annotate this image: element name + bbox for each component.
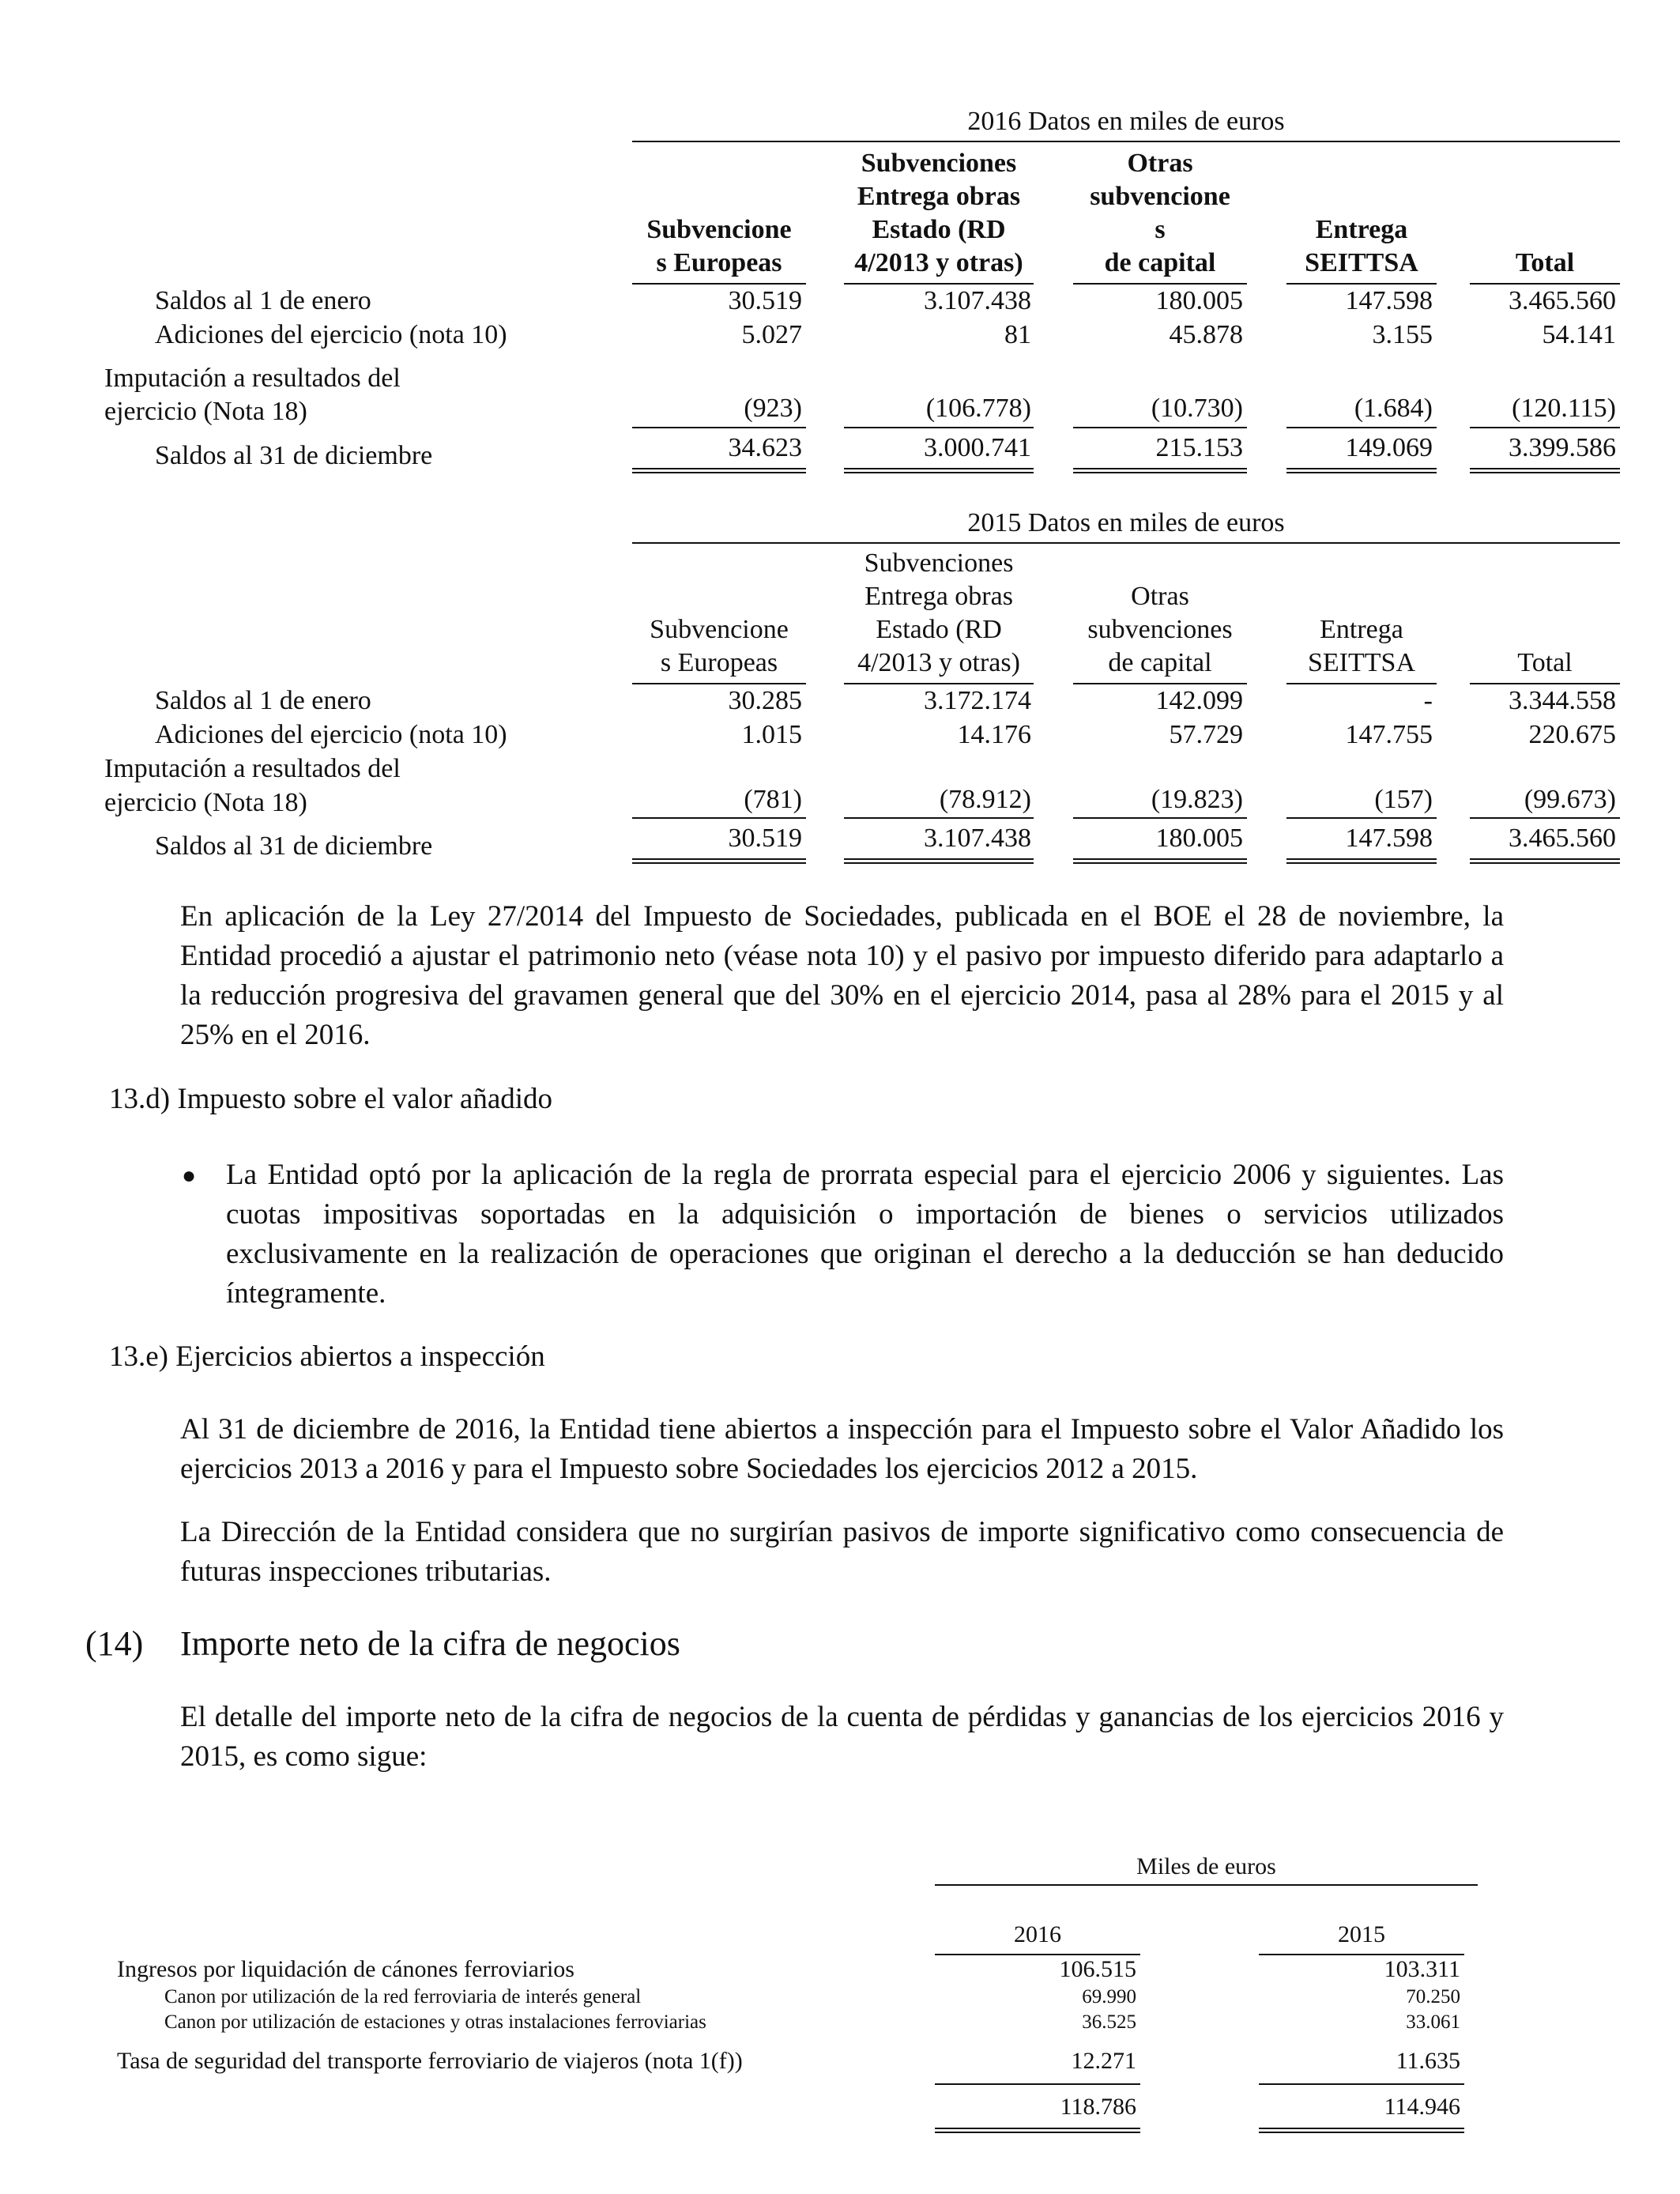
row-label-adiciones: Adiciones del ejercicio (nota 10) [155, 720, 507, 749]
total-double-rule [935, 2128, 1140, 2133]
table-cell: 215.153 [1155, 433, 1243, 462]
revenue-total: 118.786 [1060, 2094, 1136, 2120]
year-header-2016: 2016 [1014, 1921, 1061, 1947]
sum-rule [844, 817, 1034, 819]
table-cell: - [1423, 686, 1433, 715]
table-2015-caption: 2015 Datos en miles de euros [967, 508, 1285, 537]
table-cell: 3.465.560 [1509, 286, 1616, 315]
table-cell: (781) [744, 785, 802, 814]
revenue-caption-rule [935, 1884, 1478, 1886]
table-cell: 3.107.438 [924, 286, 1031, 315]
sum-rule [1286, 427, 1437, 428]
revenue-row-canon-estaciones: Canon por utilización de estaciones y otras instalaciones ferroviarias [164, 2011, 706, 2033]
table-cell: 30.519 [728, 824, 802, 853]
col-header-europeas: Subvencione s Europeas [650, 615, 789, 677]
row-label-saldo-final: Saldos al 31 de diciembre [155, 831, 433, 861]
table-cell: 180.005 [1155, 824, 1243, 853]
table-cell: 3.399.586 [1509, 433, 1616, 462]
table-cell: 147.755 [1345, 720, 1433, 749]
table-2016-caption-rule [632, 141, 1620, 142]
table-cell: 34.623 [728, 433, 802, 462]
table-cell: (923) [744, 394, 802, 423]
paragraph-detalle: El detalle del importe neto de la cifra de negocios de la cuenta de pérdidas y ganancias de los ejercicios 2016 y 2015, es como sigue: [180, 1701, 1504, 1773]
row-label-imputacion: Imputación a resultados del [104, 364, 401, 393]
table-cell: 30.519 [728, 286, 802, 315]
bullet-icon: ● [182, 1163, 197, 1189]
year-header-2015: 2015 [1338, 1921, 1385, 1947]
sum-rule [935, 2083, 1140, 2085]
row-label-imputacion-line2: ejercicio (Nota 18) [104, 788, 307, 817]
sum-rule [1470, 427, 1620, 428]
table-cell: 14.176 [957, 720, 1031, 749]
bullet-prorrata: La Entidad optó por la aplicación de la regla de prorrata especial para el ejercicio 2006 y siguientes. Las cuotas impositivas soportadas en la adquisición o importación de bienes o servicios utilizados exclusivamente en la realización de operaciones que originan el derecho a la deducción se han deducido íntegramente. [226, 1159, 1504, 1310]
sum-rule [1259, 2083, 1464, 2085]
table-cell: (120.115) [1512, 394, 1616, 423]
table-cell: 3.107.438 [924, 824, 1031, 853]
paragraph-direccion: La Dirección de la Entidad considera que no surgirían pasivos de importe significativo como consecuencia de futuras inspecciones tributarias. [180, 1516, 1504, 1588]
col-header-seittsa: Entrega SEITTSA [1305, 215, 1418, 277]
col-header-otras: Otras subvenciones de capital [1087, 582, 1233, 677]
table-cell: 220.675 [1528, 720, 1616, 749]
table-cell: (1.684) [1354, 394, 1433, 423]
table-cell: 57.729 [1169, 720, 1243, 749]
total-double-rule [1286, 468, 1437, 473]
col-header-total: Total [1515, 248, 1575, 277]
section-title: Importe neto de la cifra de negocios [180, 1624, 680, 1663]
col-header-entrega-obras: Subvenciones Entrega obras Estado (RD 4/2013 y otras) [857, 548, 1020, 677]
col-header-total: Total [1517, 648, 1573, 677]
table-cell: 3.172.174 [924, 686, 1031, 715]
col-header-otras: Otras subvencione s de capital [1090, 149, 1230, 277]
total-double-rule [1470, 468, 1620, 473]
total-double-rule [844, 858, 1034, 864]
total-double-rule [1286, 858, 1437, 864]
row-label-saldo-final: Saldos al 31 de diciembre [155, 441, 433, 470]
table-cell: (106.778) [925, 394, 1031, 423]
table-cell: 147.598 [1345, 824, 1433, 853]
subheading-13e: 13.e) Ejercicios abiertos a inspección [109, 1340, 545, 1373]
revenue-cell: 69.990 [1082, 1986, 1136, 2007]
revenue-cell: 70.250 [1406, 1986, 1460, 2007]
table-cell: 45.878 [1169, 320, 1243, 349]
revenue-cell: 12.271 [1071, 2048, 1136, 2074]
sum-rule [1073, 817, 1247, 819]
total-double-rule [1259, 2128, 1464, 2133]
table-cell: 54.141 [1542, 320, 1616, 349]
table-cell: 3.344.558 [1509, 686, 1616, 715]
row-label-saldo-inicial: Saldos al 1 de enero [155, 286, 371, 315]
table-cell: (10.730) [1151, 394, 1243, 423]
table-cell: 142.099 [1155, 686, 1243, 715]
table-cell: 3.155 [1372, 320, 1433, 349]
sum-rule [844, 427, 1034, 428]
total-double-rule [1073, 858, 1247, 864]
table-cell: (78.912) [939, 785, 1031, 814]
sum-rule [632, 427, 806, 428]
row-label-imputacion: Imputación a resultados del [104, 754, 401, 783]
revenue-total: 114.946 [1384, 2094, 1460, 2120]
sum-rule [1286, 817, 1437, 819]
sum-rule [1470, 817, 1620, 819]
total-double-rule [1073, 468, 1247, 473]
revenue-cell: 36.525 [1082, 2011, 1136, 2033]
revenue-row-canon-red: Canon por utilización de la red ferroviaria de interés general [164, 1986, 642, 2007]
table-cell: 81 [1004, 320, 1031, 349]
col-header-seittsa: Entrega SEITTSA [1308, 615, 1415, 677]
table-cell: (19.823) [1151, 785, 1243, 814]
total-double-rule [1470, 858, 1620, 864]
table-2015-caption-rule [632, 542, 1620, 544]
table-cell: 149.069 [1345, 433, 1433, 462]
table-cell: 147.598 [1345, 286, 1433, 315]
row-label-saldo-inicial: Saldos al 1 de enero [155, 686, 371, 715]
table-2016-caption: 2016 Datos en miles de euros [967, 107, 1285, 136]
section-number: (14) [85, 1624, 144, 1663]
subheading-13d: 13.d) Impuesto sobre el valor añadido [109, 1083, 553, 1115]
table-cell: 180.005 [1155, 286, 1243, 315]
sum-rule [1073, 427, 1247, 428]
total-double-rule [844, 468, 1034, 473]
col-header-europeas: Subvencione s Europeas [646, 215, 792, 277]
paragraph-inspeccion: Al 31 de diciembre de 2016, la Entidad tiene abiertos a inspección para el Impuesto sobre el Valor Añadido los ejercicios 2013 a 2016 y para el Impuesto sobre Sociedades los ejercicios 2012 a 2015. [180, 1413, 1504, 1485]
table-cell: 5.027 [741, 320, 802, 349]
total-double-rule [632, 468, 806, 473]
table-cell: (157) [1374, 785, 1433, 814]
table-cell: 3.000.741 [924, 433, 1031, 462]
revenue-cell: 33.061 [1406, 2011, 1460, 2033]
row-label-adiciones: Adiciones del ejercicio (nota 10) [155, 320, 507, 349]
revenue-cell: 106.515 [1059, 1956, 1136, 1982]
revenue-row-tasa-seguridad: Tasa de seguridad del transporte ferroviario de viajeros (nota 1(f)) [117, 2048, 743, 2074]
sum-rule [632, 817, 806, 819]
paragraph-ley-27-2014: En aplicación de la Ley 27/2014 del Impuesto de Sociedades, publicada en el BOE el 28 de noviembre, la Entidad procedió a ajustar el patrimonio neto (véase nota 10) y el pasivo por impuesto diferido para adaptarlo a la reducción progresiva del gravamen general que del 30% en el ejercicio 2014, pasa al 28% para el 2015 y al 25% en el 2016. [180, 900, 1504, 1051]
col-header-entrega-obras: Subvenciones Entrega obras Estado (RD 4/2013 y otras) [854, 149, 1023, 277]
table-cell: 1.015 [741, 720, 802, 749]
table-cell: 3.465.560 [1509, 824, 1616, 853]
table-cell: 30.285 [728, 686, 802, 715]
revenue-caption: Miles de euros [1136, 1853, 1276, 1879]
revenue-cell: 11.635 [1396, 2048, 1460, 2074]
total-double-rule [632, 858, 806, 864]
row-label-imputacion-line2: ejercicio (Nota 18) [104, 397, 307, 426]
revenue-cell: 103.311 [1384, 1956, 1460, 1982]
table-cell: (99.673) [1524, 785, 1616, 814]
revenue-row-ingresos: Ingresos por liquidación de cánones ferroviarios [117, 1956, 574, 1982]
